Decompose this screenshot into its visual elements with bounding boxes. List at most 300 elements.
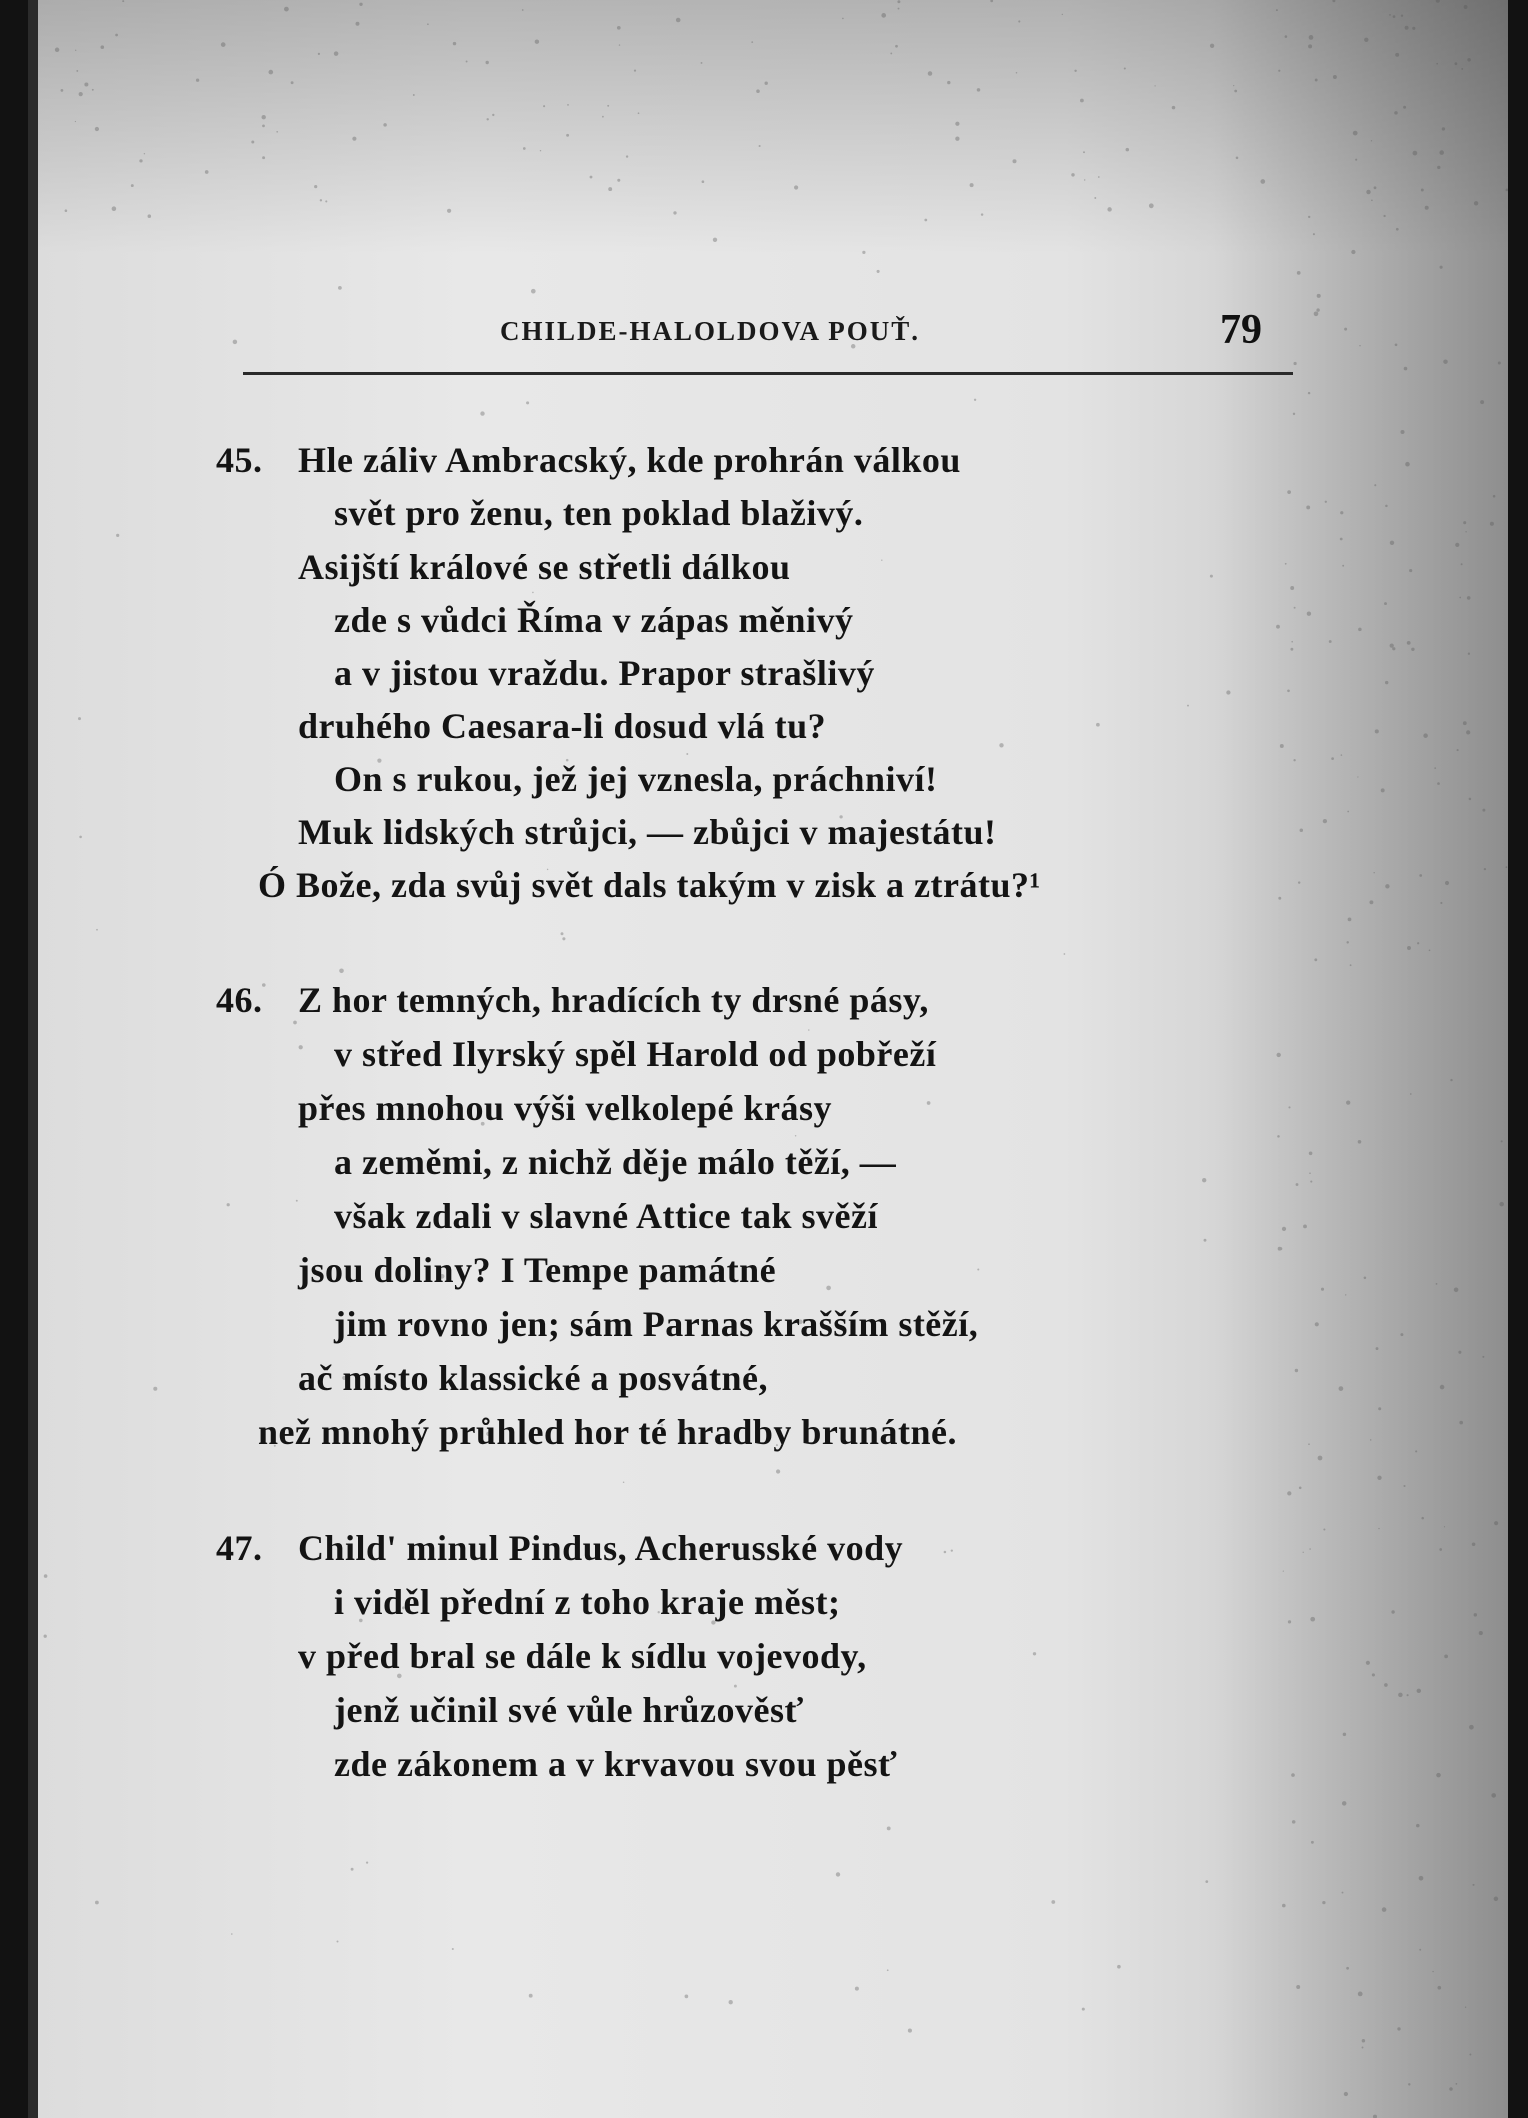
paper-speck [1323,819,1327,823]
paper-speck [334,51,339,56]
paper-speck [65,209,68,212]
paper-speck [1482,1356,1484,1358]
paper-speck [1375,729,1379,733]
paper-speck [897,0,900,3]
paper-speck [1437,782,1440,785]
paper-speck [1233,85,1234,86]
paper-speck [974,399,976,401]
paper-speck [626,155,628,157]
stanza-number: 46. [216,980,263,1020]
paper-speck [1346,941,1348,943]
verse-line: přes mnohou výši velkolepé krásy [298,1088,833,1128]
paper-speck [1280,744,1284,748]
paper-speck [1290,586,1294,590]
paper-speck [1469,1725,1474,1730]
paper-speck [1018,20,1020,22]
paper-speck [1149,203,1154,208]
paper-speck [1317,294,1321,298]
paper-speck [1385,505,1388,508]
paper-speck [977,88,981,92]
paper-speck [1278,897,1281,900]
paper-speck [1419,874,1422,877]
paper-speck [1294,607,1296,609]
paper-speck [1474,201,1478,205]
paper-speck [1313,233,1315,235]
paper-speck [112,206,117,211]
paper-speck [1378,1407,1381,1410]
paper-speck [928,71,933,76]
paper-speck [1348,918,1352,922]
page-number: 79 [1220,307,1262,353]
paper-speck [1449,2087,1453,2091]
verse-line: a v jistou vraždu. Prapor strašlivý [334,653,875,693]
paper-speck [1339,1386,1344,1391]
paper-speck [1412,27,1415,30]
paper-speck [1346,1100,1350,1104]
paper-speck [296,1200,298,1202]
paper-speck [1276,9,1278,11]
paper-speck [1308,44,1312,48]
paper-speck [1377,1476,1381,1480]
paper-speck [1016,72,1018,74]
paper-speck [1288,1620,1291,1623]
paper-speck [1440,902,1442,904]
paper-speck [144,153,145,154]
paper-speck [1366,1661,1370,1665]
paper-speck [1389,14,1391,16]
paper-speck [685,1995,689,1999]
paper-speck [1082,2008,1085,2011]
verse-line: zde s vůdci Říma v zápas měnivý [334,600,854,640]
paper-speck [487,118,489,120]
paper-speck [999,743,1003,747]
paper-speck [1071,173,1074,176]
paper-speck [543,105,545,107]
paper-speck [1296,1183,1299,1186]
paper-speck [1370,1439,1372,1441]
paper-speck [1461,563,1463,565]
paper-speck [1436,1283,1438,1285]
paper-speck [1425,206,1429,210]
paper-speck [1463,521,1466,524]
paper-speck [1442,127,1445,130]
verse-line: Child' minul Pindus, Acherusské vody [298,1528,904,1568]
paper-speck [1479,1631,1483,1635]
paper-speck [623,1481,625,1483]
paper-speck [1353,131,1358,136]
verse-line: On s rukou, jež jej vznesla, práchniví! [334,759,938,799]
paper-speck [1187,705,1189,707]
verse-line: Ó Bože, zda svůj svět dals takým v zisk a ztrátu?¹ [258,865,1041,905]
paper-speck [115,34,118,37]
verse-line: Muk lidských strůjci, — zbůjci v majestátu! [298,812,997,852]
paper-speck [1407,946,1411,950]
verse-line: v před bral se dále k sídlu vojevody, [298,1636,867,1676]
paper-speck [1278,70,1280,72]
paper-speck [855,1987,859,1991]
paper-speck [139,159,142,162]
paper-speck [1260,179,1265,184]
paper-speck [1482,809,1485,812]
paper-speck [522,9,524,11]
paper-speck [734,1685,737,1688]
paper-speck [1454,62,1457,65]
paper-speck [1362,2039,1366,2043]
paper-speck [1376,1347,1379,1350]
paper-speck [977,1268,979,1270]
paper-speck [148,214,152,218]
verse-line: ač místo klassické a posvátné, [298,1358,769,1398]
paper-speck [944,1551,947,1554]
paper-speck [1444,1526,1445,1527]
paper-speck [1494,1521,1498,1525]
paper-speck [1400,1333,1403,1336]
paper-speck [1013,159,1017,163]
paper-speck [1405,462,1410,467]
paper-speck [122,0,124,2]
paper-speck [981,213,983,215]
verse-line: než mnohý průhled hor té hradby brunátné. [258,1412,957,1452]
paper-speck [1329,640,1332,643]
paper-speck [1408,2083,1410,2085]
paper-speck [352,137,356,141]
paper-speck [1413,151,1418,156]
paper-speck [608,187,612,191]
paper-speck [673,211,676,214]
paper-speck [1296,1985,1300,1989]
paper-speck [1303,1552,1304,1553]
paper-speck [78,717,81,720]
paper-speck [955,122,959,126]
paper-speck [1098,176,1100,178]
paper-speck [1210,44,1214,48]
paper-speck [1419,1876,1424,1881]
paper-speck [1276,625,1280,629]
paper-speck [336,1940,338,1942]
paper-speck [1494,1897,1499,1902]
paper-speck [1309,1548,1311,1550]
paper-speck [1400,430,1404,434]
paper-speck [95,1901,99,1905]
paper-speck [1343,1733,1346,1736]
paper-speck [1309,1172,1311,1174]
paper-speck [1436,1773,1441,1778]
paper-speck [1315,79,1318,82]
verse-line: jim rovno jen; sám Parnas krašším stěží, [334,1304,979,1344]
paper-speck [268,70,273,75]
paper-speck [1440,266,1443,269]
paper-speck [1384,1683,1388,1687]
paper-speck [447,209,451,213]
paper-speck [1463,721,1467,725]
paper-speck [1308,1443,1310,1445]
paper-speck [1236,157,1239,160]
paper-speck [1369,900,1373,904]
paper-speck [75,50,76,51]
paper-speck [196,79,199,82]
paper-speck [1126,148,1130,152]
page-header [28,306,1508,366]
paper-speck [602,116,604,118]
paper-speck [634,70,636,72]
paper-speck [1292,1820,1296,1824]
paper-speck [924,219,927,222]
paper-speck [1423,733,1428,738]
paper-speck [1468,653,1470,655]
paper-speck [1074,70,1076,72]
paper-speck [566,134,569,137]
paper-speck [486,61,489,64]
paper-speck [1290,648,1293,651]
paper-speck [1333,75,1337,79]
paper-speck [1372,1673,1375,1676]
paper-speck [1308,392,1310,394]
paper-speck [366,1861,368,1863]
paper-speck [101,45,105,49]
paper-speck [1309,35,1314,40]
paper-speck [1454,1288,1459,1293]
paper-speck [1434,767,1436,769]
paper-speck [531,289,536,294]
paper-speck [153,1387,157,1391]
paper-speck [638,112,640,114]
paper-speck [1051,1900,1055,1904]
paper-speck [466,61,468,63]
paper-speck [908,2029,912,2033]
paper-speck [413,94,415,96]
paper-speck [1401,15,1403,17]
paper-speck [299,1045,303,1049]
paper-speck [1342,1801,1347,1806]
paper-speck [1293,413,1295,415]
paper-speck [1472,1543,1476,1547]
verse-line: svět pro ženu, ten poklad blaživý. [334,493,864,533]
paper-speck [1202,1178,1206,1182]
paper-speck [1321,1288,1324,1291]
paper-speck [676,18,681,23]
paper-speck [1421,1517,1424,1520]
paper-speck [262,115,266,119]
paper-speck [1310,1617,1315,1622]
paper-speck [1457,749,1459,751]
paper-speck [1382,1907,1387,1912]
paper-speck [1154,85,1155,86]
paper-speck [1392,647,1395,650]
paper-speck [686,753,688,755]
paper-speck [1419,1949,1421,1951]
paper-speck [1107,207,1111,211]
paper-speck [842,18,844,20]
paper-speck [1491,1793,1496,1798]
paper-speck [1322,1901,1325,1904]
paper-speck [1384,602,1387,605]
verse-line: jenž učinil své vůle hrůzověsť [334,1690,804,1730]
header-rule [243,372,1293,375]
paper-speck [1484,868,1486,870]
paper-speck [836,1872,840,1876]
paper-speck [79,92,83,96]
paper-speck [951,1549,953,1551]
paper-speck [44,1574,48,1578]
verse-line: však zdali v slavné Attice tak svěží [334,1196,878,1236]
paper-speck [1378,1528,1379,1529]
paper-speck [1279,1247,1282,1250]
paper-speck [729,2000,733,2004]
paper-speck [1204,1239,1207,1242]
paper-speck [1300,828,1304,832]
paper-speck [92,89,94,91]
running-title: CHILDE-HALOLDOVA POUŤ. [500,316,921,346]
paper-speck [44,1635,47,1638]
paper-speck [1083,151,1085,153]
paper-speck [480,411,484,415]
paper-speck [1303,1224,1307,1228]
paper-speck [1421,189,1424,192]
paper-speck [1314,958,1317,961]
paper-speck [291,81,294,84]
paper-speck [1297,271,1301,275]
paper-speck [251,141,254,144]
paper-speck [1432,1971,1433,1972]
paper-speck [795,1135,797,1137]
paper-speck [427,23,429,25]
paper-speck [1455,543,1459,547]
paper-speck [1358,628,1362,632]
paper-speck [453,42,456,45]
paper-speck [1439,150,1444,155]
paper-speck [1445,881,1449,885]
paper-speck [1416,1824,1420,1828]
paper-speck [1344,2092,1348,2096]
paper-speck [1409,569,1412,572]
paper-speck [1493,495,1496,498]
paper-speck [1371,140,1372,141]
paper-speck [55,48,60,53]
paper-speck [826,1286,831,1291]
paper-speck [76,70,78,72]
paper-speck [1385,681,1388,684]
paper-speck [1437,166,1440,169]
paper-speck [1172,106,1176,110]
paper-speck [701,62,703,64]
paper-speck [808,1029,810,1031]
paper-speck [1310,1181,1312,1183]
paper-speck [1417,942,1419,944]
paper-speck [1084,179,1085,180]
paper-speck [713,238,717,242]
paper-speck [1456,2083,1458,2085]
paper-speck [1415,1450,1417,1452]
paper-speck [1282,1227,1286,1231]
paper-speck [1117,1965,1121,1969]
verse-line: i viděl přední z toho kraje měst; [334,1582,841,1622]
paper-speck [1407,1694,1409,1696]
paper-speck [1374,186,1377,189]
paper-speck [356,22,360,26]
verse-line: druhého Caesara-li dosud vlá tu? [298,706,827,746]
paper-speck [96,929,98,931]
paper-speck [607,105,609,107]
paper-speck [1345,1294,1346,1295]
paper-speck [1374,484,1376,486]
paper-speck [1501,1140,1503,1142]
paper-speck [1394,111,1398,115]
paper-speck [1308,216,1310,218]
paper-speck [1364,38,1368,42]
paper-speck [221,42,226,47]
paper-speck [1480,400,1484,404]
paper-speck [1490,522,1494,526]
paper-speck [1396,228,1399,231]
paper-speck [759,145,761,147]
paper-speck [1210,575,1213,578]
paper-speck [862,251,865,254]
paper-speck [1342,1892,1344,1894]
paper-speck [383,123,387,127]
paper-speck [1464,5,1468,9]
paper-speck [276,131,278,133]
verse-line: v střed Ilyrský spěl Harold od pobřeží [334,1034,937,1074]
paper-speck [339,969,344,974]
paper-speck [532,592,534,594]
paper-speck [927,1101,931,1105]
paper-speck [1285,563,1287,565]
paper-speck [877,270,880,273]
paper-speck [1410,1093,1412,1095]
paper-speck [756,89,760,93]
paper-speck [1397,2027,1400,2030]
verse-line: Asijští králové se střetli dálkou [298,547,791,587]
paper-speck [1285,35,1288,38]
paper-speck [1381,788,1385,792]
paper-speck [1405,26,1409,30]
paper-speck [205,170,209,174]
paper-speck [262,125,265,128]
stanza-number: 47. [216,1528,263,1568]
paper-speck [1373,872,1374,873]
paper-speck [1444,1655,1448,1659]
paper-speck [526,401,529,404]
paper-speck [1282,1904,1286,1908]
paper-speck [1439,1548,1442,1551]
paper-speck [1466,730,1470,734]
paper-speck [567,104,569,106]
paper-speck [1342,565,1344,567]
paper-speck [1411,648,1414,651]
paper-speck [1371,199,1373,201]
verse-line: Hle záliv Ambracský, kde prohrán válkou [298,440,961,480]
verse-line: jsou doliny? I Tempe památné [298,1250,777,1290]
paper-speck [492,114,494,116]
paper-speck [1291,641,1293,643]
paper-speck [262,983,266,987]
paper-speck [1358,1140,1362,1144]
paper-speck [1436,63,1438,65]
paper-speck [1346,1967,1349,1970]
paper-speck [1287,1491,1291,1495]
paper-speck [887,1826,891,1830]
paper-speck [131,184,134,187]
paper-speck [318,53,320,55]
paper-speck [61,89,64,92]
paper-speck [1398,1693,1403,1698]
paper-speck [1080,99,1084,103]
paper-speck [1307,612,1311,616]
paper-speck [751,41,753,43]
paper-speck [1293,759,1295,761]
paper-speck [1469,798,1472,801]
paper-speck [1325,501,1327,503]
